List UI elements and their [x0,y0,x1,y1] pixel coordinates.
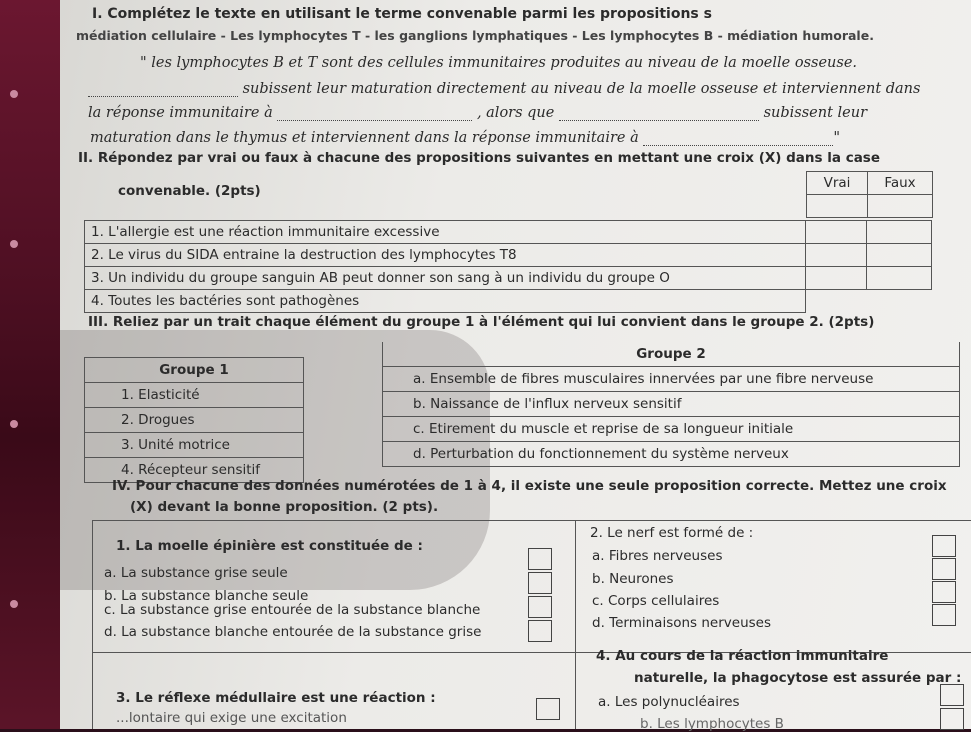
q2-label: 2. Le nerf est formé de : [590,525,754,541]
faux-cell[interactable] [867,244,932,267]
group1-item[interactable]: 1. Elasticité [85,383,304,408]
group2-title: Groupe 2 [383,342,960,367]
section4-subtitle: (X) devant la bonne proposition. (2 pts). [130,499,439,515]
blank-4[interactable] [643,129,833,146]
table-row: 3. Un individu du groupe sanguin AB peut donner son sang à un individu du groupe O [85,267,932,290]
section1-line3: la réponse immunitaire à , alors que subissent leur [88,105,868,121]
q2-option: b. Neurones [592,571,674,587]
q1-option: a. La substance grise seule [104,565,288,581]
group1-item[interactable]: 2. Drogues [85,408,304,433]
section1-choices: médiation cellulaire - Les lymphocytes T - les ganglions lymphatiques - Les lymphocytes B - médiation humorale. [76,28,874,43]
group2-item[interactable]: a. Ensemble de fibres musculaires innervées par une fibre nerveuse [383,367,960,392]
vrai-cell[interactable] [806,244,867,267]
table-row: 4. Toutes les bactéries sont pathogènes [85,290,932,313]
table-row: 2. Le virus du SIDA entraine la destruction des lymphocytes T8 [85,244,932,267]
group2-item[interactable]: d. Perturbation du fonctionnement du système nerveux [383,442,960,467]
section1-line4: maturation dans le thymus et interviennent dans la réponse immunitaire à " [90,130,841,146]
q2-checkbox[interactable] [932,535,956,557]
vrai-cell[interactable] [806,267,867,290]
binder-ring [10,600,18,608]
divider [92,520,971,521]
group2-item[interactable]: c. Etirement du muscle et reprise de sa longueur initiale [383,417,960,442]
binder-ring [10,240,18,248]
divider [575,520,576,729]
vrai-cell[interactable] [806,221,867,244]
faux-cell[interactable] [867,267,932,290]
q2-checkbox[interactable] [932,604,956,626]
col-vrai: Vrai [807,172,868,195]
q1-option: d. La substance blanche entourée de la substance grise [104,624,482,640]
section1-title: I. Complétez le texte en utilisant le terme convenable parmi les propositions s [92,6,712,22]
q1-label: 1. La moelle épinière est constituée de : [116,538,423,554]
divider [92,520,93,729]
q2-checkbox[interactable] [932,581,956,603]
q1-checkbox[interactable] [528,572,552,594]
q2-checkbox[interactable] [932,558,956,580]
binder-ring [10,420,18,428]
q4-option: a. Les polynucléaires [598,694,740,710]
group1-table [84,357,304,483]
true-false-table [84,220,932,313]
q4-checkbox[interactable] [940,708,964,730]
q4-option: b. Les lymphocytes B [640,716,784,732]
q4-label-cont: naturelle, la phagocytose est assurée par : [634,670,962,686]
q3-checkbox[interactable] [536,698,560,720]
table-row: 1. L'allergie est une réaction immunitaire excessive [85,221,932,244]
group2-item[interactable]: b. Naissance de l'influx nerveux sensitif [383,392,960,417]
q2-option: c. Corps cellulaires [592,593,720,609]
q3-label: 3. Le réflexe médullaire est une réaction : [116,690,436,706]
section4-title: IV. Pour chacune des données numérotées de 1 à 4, il existe une seule proposition correcte. Mettez une croix [112,478,947,494]
section1-line2: subissent leur maturation directement au niveau de la moelle osseuse et interviennent dans [88,80,920,97]
blank-2[interactable] [277,104,472,121]
group1-title: Groupe 1 [85,358,304,383]
binder-ring [10,90,18,98]
q4-checkbox[interactable] [940,684,964,706]
group2-table [382,342,960,467]
blank-3[interactable] [559,104,759,121]
section2-title: II. Répondez par vrai ou faux à chacune des propositions suivantes en mettant une croix (X) dans la case [78,150,880,166]
q1-option: b. La substance blanche seule [104,588,309,604]
q1-option: c. La substance grise entourée de la substance blanche [104,602,481,618]
faux-cell[interactable] [867,221,932,244]
q2-option: d. Terminaisons nerveuses [592,615,772,631]
group1-item[interactable]: 4. Récepteur sensitif [85,458,304,483]
q2-option: a. Fibres nerveuses [592,548,723,564]
q4-label: 4. Au cours de la réaction immunitaire [596,648,889,664]
vrai-faux-header [806,171,933,218]
q3-option: ...lontaire qui exige une excitation [116,710,347,726]
q1-checkbox[interactable] [528,596,552,618]
q1-checkbox[interactable] [528,620,552,642]
section2-subtitle: convenable. (2pts) [118,183,261,199]
section1-line1: " les lymphocytes B et T sont des cellules immunitaires produites au niveau de la moelle osseuse. [140,55,858,71]
section3-title: III. Reliez par un trait chaque élément du groupe 1 à l'élément qui lui convient dans le groupe 2. (2pts) [88,314,875,330]
blank-1[interactable] [88,80,238,97]
col-faux: Faux [868,172,933,195]
q1-checkbox[interactable] [528,548,552,570]
group1-item[interactable]: 3. Unité motrice [85,433,304,458]
